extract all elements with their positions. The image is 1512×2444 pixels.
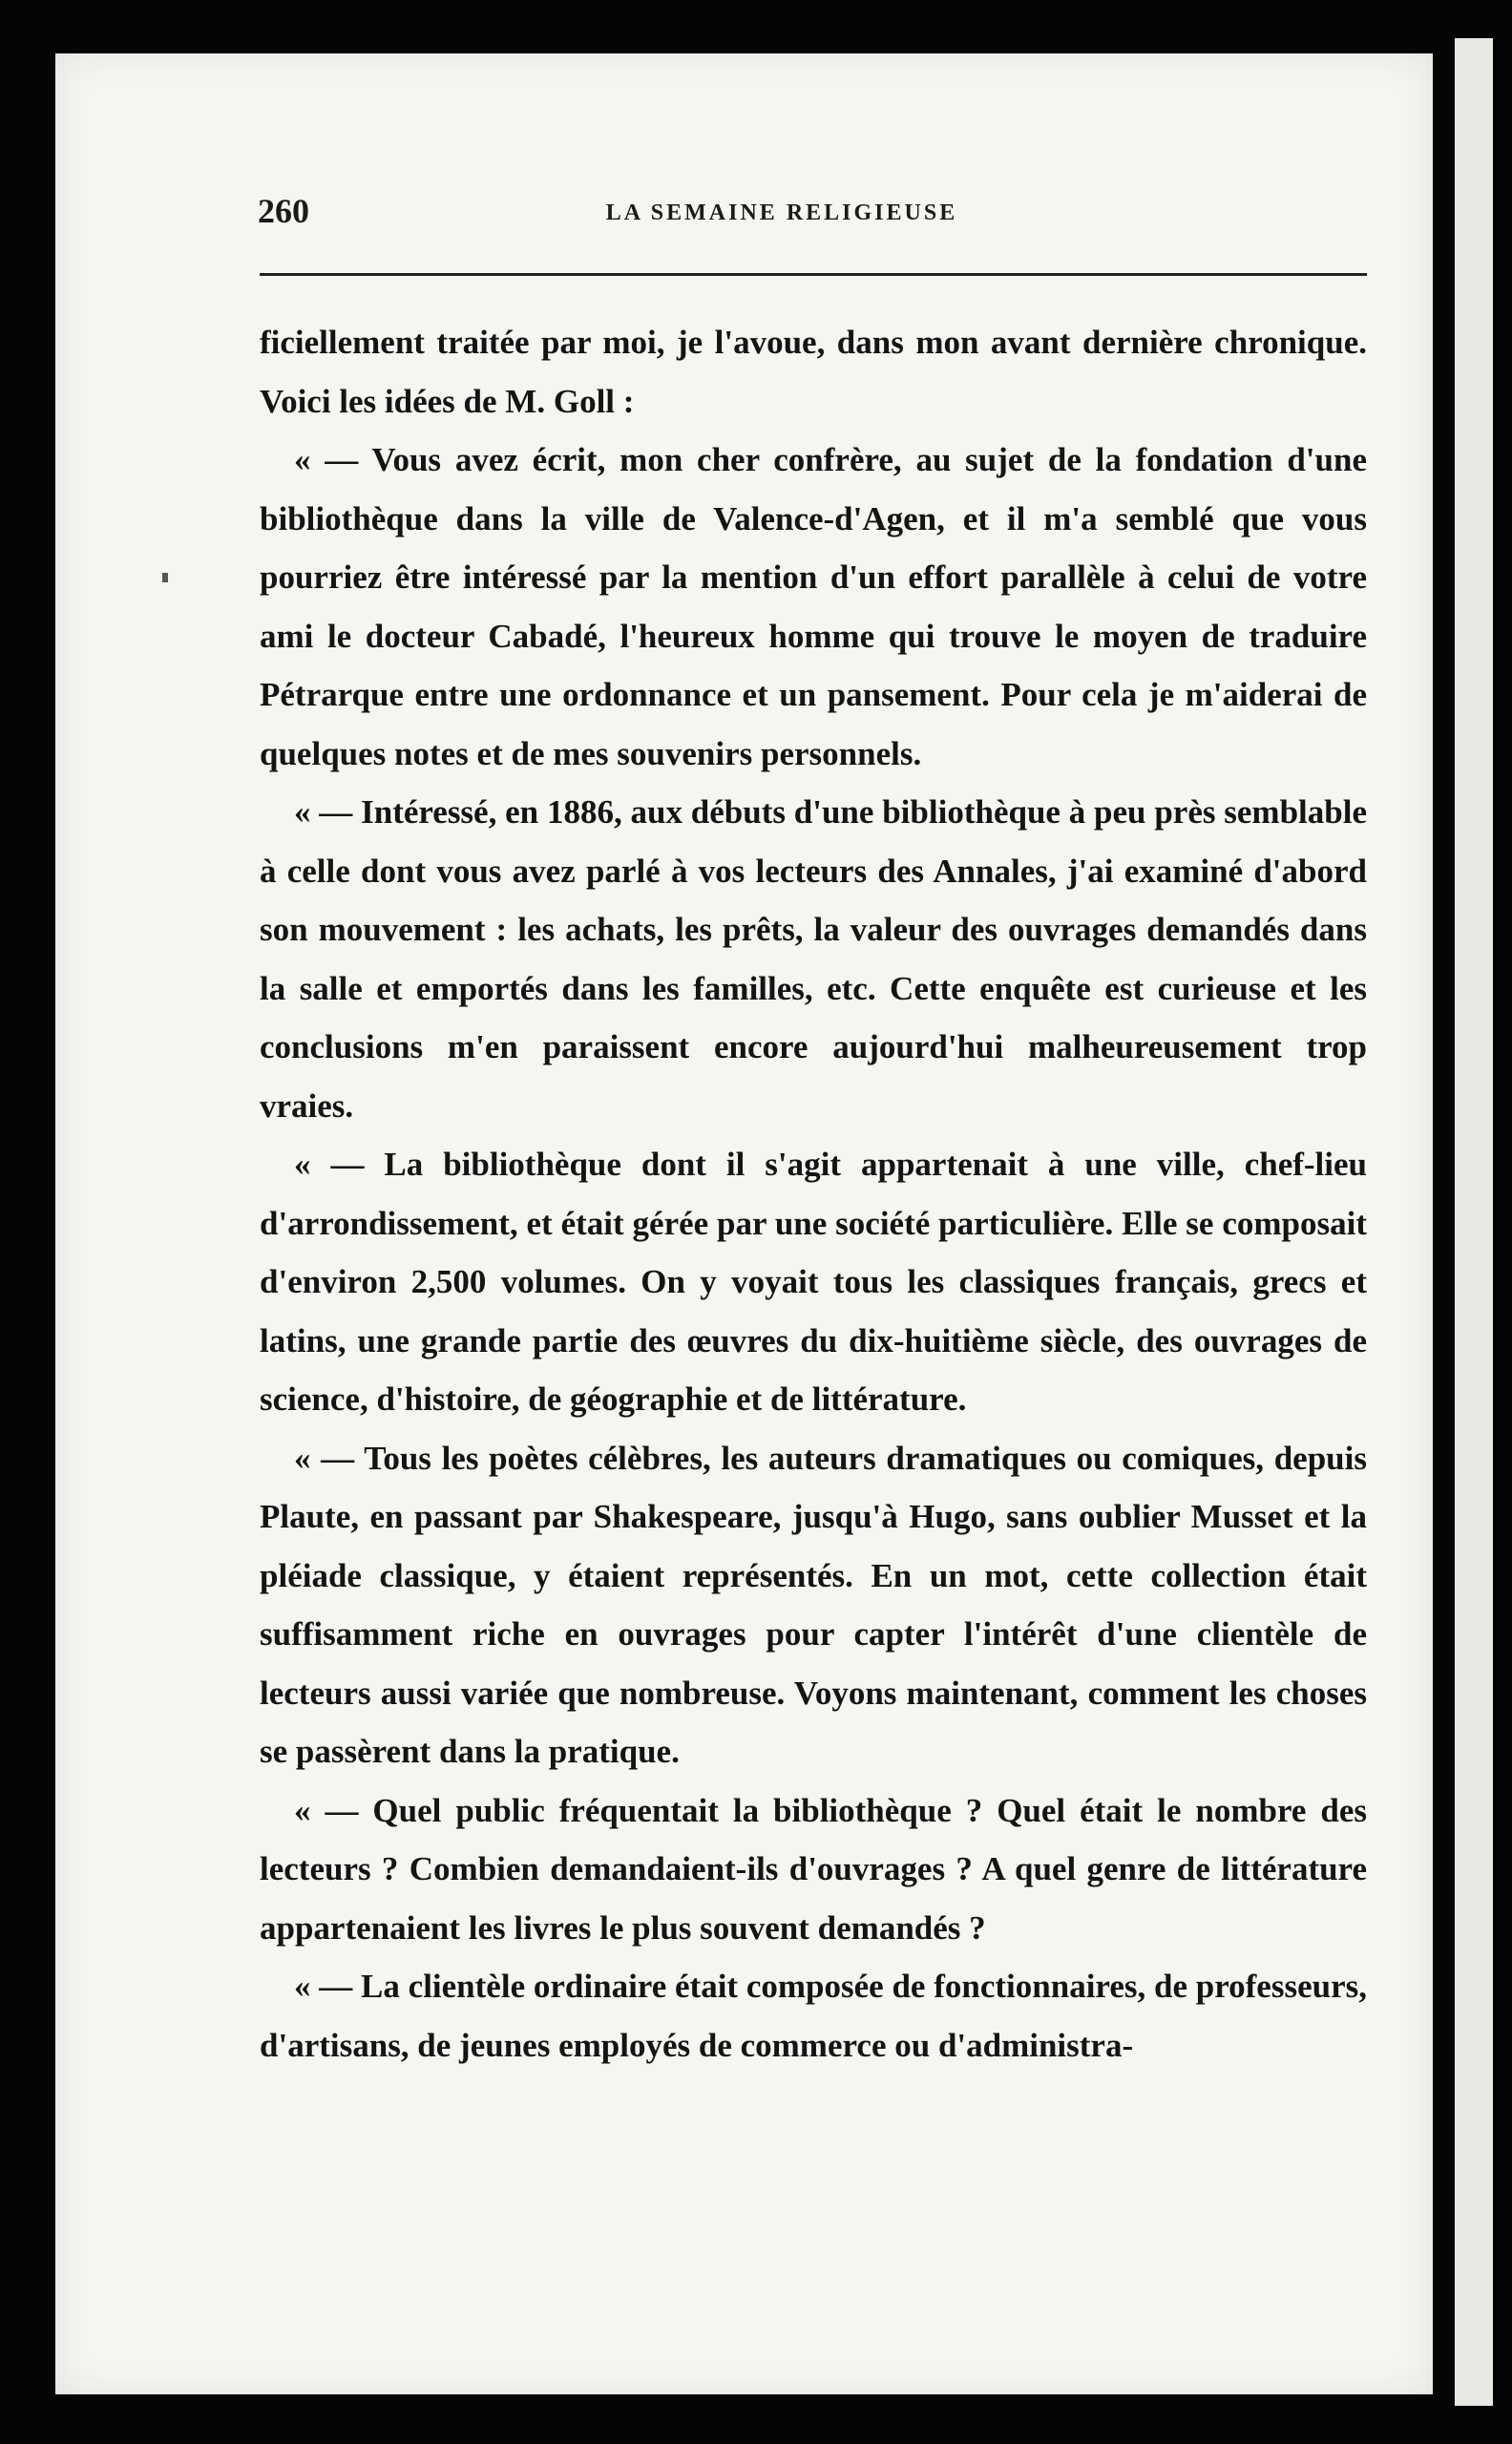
margin-speck bbox=[162, 573, 168, 582]
paragraph: « — La bibliothèque dont il s'agit appartenait à une ville, chef-lieu d'arrondissement, et était gérée par une société particulière. Elle se composait d'environ 2,500 volumes. On y voyait tous les classiques français, grecs et latins, une grande partie des œuvres du dix-huitième siècle, des ouvrages de science, d'histoire, de géographie et de littérature. bbox=[260, 1146, 1367, 1418]
header-rule bbox=[260, 273, 1367, 276]
page-number: 260 bbox=[258, 192, 309, 230]
running-title: LA SEMAINE RELIGIEUSE bbox=[605, 200, 958, 225]
paragraph: « — Tous les poètes célèbres, les auteurs dramatiques ou comiques, depuis Plaute, en passant par Shakespeare, jusqu'à Hugo, sans oublier Musset et la pléiade classique, y étaient représentés. En un mot, cette collection était suffisamment riche en ouvrages pour capter l'intérêt d'une clientèle de lecteurs aussi variée que nombreuse. Voyons maintenant, comment les choses se passèrent dans la pratique. bbox=[260, 1439, 1367, 1770]
paragraph: « — Quel public fréquentait la bibliothèque ? Quel était le nombre des lecteurs ? Combien demandaient-ils d'ouvrages ? A quel genre de littérature appartenaient les livres le plus souvent demandés ? bbox=[260, 1791, 1367, 1947]
paragraph-continued: ficiellement traitée par moi, je l'avoue, dans mon avant dernière chronique. Voici les idées de M. Goll : bbox=[260, 324, 1367, 420]
body-text bbox=[260, 313, 1367, 2075]
adjacent-page-edge bbox=[1455, 38, 1493, 2406]
running-header bbox=[199, 191, 1365, 248]
paragraph: « — La clientèle ordinaire était composée de fonctionnaires, de professeurs, d'artisans, de jeunes employés de commerce ou d'administra- bbox=[260, 1968, 1367, 2064]
paragraph: « — Vous avez écrit, mon cher confrère, au sujet de la fondation d'une bibliothèque dans la ville de Valence-d'Agen, et il m'a semblé que vous pourriez être intéressé par la mention d'un effort parallèle à celui de votre ami le docteur Cabadé, l'heureux homme qui trouve le moyen de traduire Pétrarque entre une ordonnance et un pansement. Pour cela je m'aiderai de quelques notes et de mes souvenirs personnels. bbox=[260, 441, 1367, 772]
paragraph: « — Intéressé, en 1886, aux débuts d'une bibliothèque à peu près semblable à celle dont vous avez parlé à vos lecteurs des Annales, j'ai examiné d'abord son mouvement : les achats, les prêts, la valeur des ouvrages demandés dans la salle et emportés dans les familles, etc. Cette enquête est curieuse et les conclusions m'en paraissent encore aujourd'hui malheureusement trop vraies. bbox=[260, 793, 1367, 1125]
